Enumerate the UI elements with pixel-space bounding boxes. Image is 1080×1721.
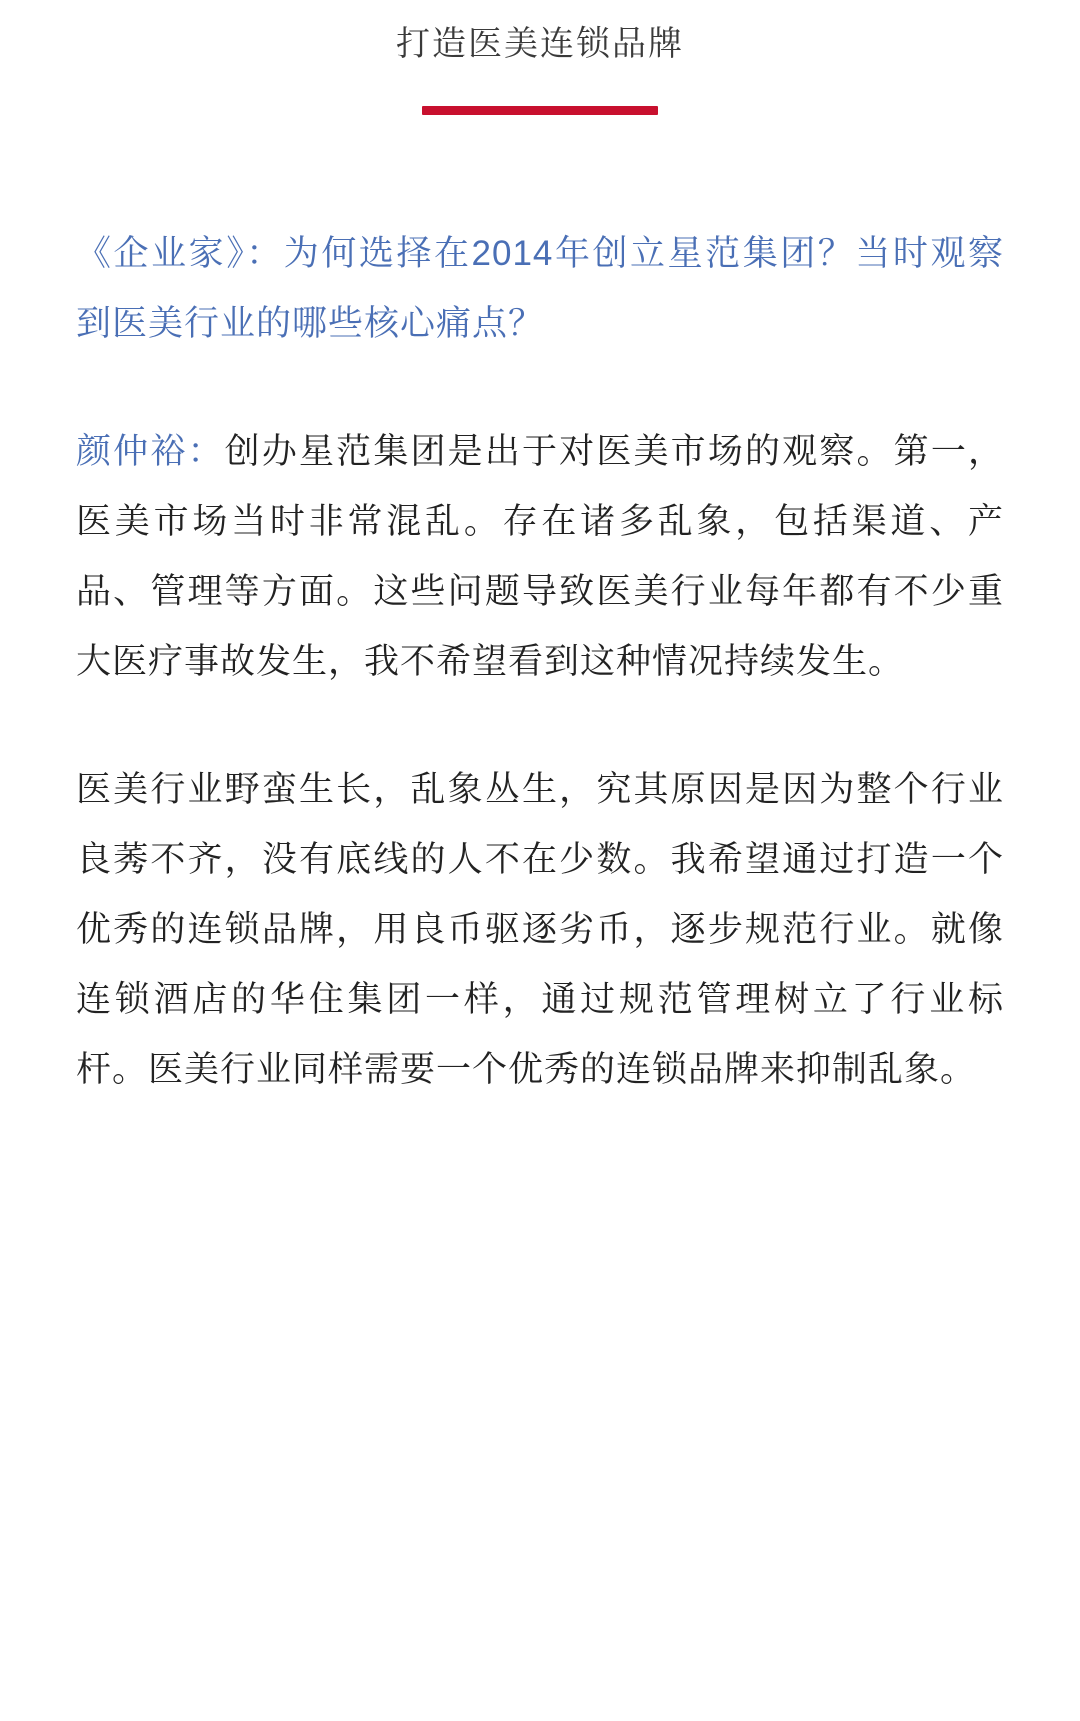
title-divider bbox=[422, 106, 658, 115]
answer-text-1: 创办星范集团是出于对医美市场的观察。第一，医美市场当时非常混乱。存在诸多乱象，包括渠道、产品、管理等方面。这些问题导致医美行业每年都有不少重大医疗事故发生，我不希望看到这种情况持续发生。 bbox=[76, 432, 1004, 682]
article-body bbox=[76, 219, 1004, 1105]
paragraph-question bbox=[76, 219, 1004, 359]
article-header bbox=[76, 0, 1004, 115]
speaker-name: 颜仲裕： bbox=[76, 432, 225, 472]
paragraph-answer-1 bbox=[76, 417, 1004, 697]
page-title: 打造医美连锁品牌 bbox=[396, 25, 684, 63]
paragraph-answer-2 bbox=[76, 755, 1004, 1105]
answer-text-2: 医美行业野蛮生长，乱象丛生，究其原因是因为整个行业良莠不齐，没有底线的人不在少数。我希望通过打造一个优秀的连锁品牌，用良币驱逐劣币，逐步规范行业。就像连锁酒店的华住集团一样，通过规范管理树立了行业标杆。医美行业同样需要一个优秀的连锁品牌来抑制乱象。 bbox=[76, 770, 1004, 1090]
question-text: 《企业家》：为何选择在2014年创立星范集团？当时观察到医美行业的哪些核心痛点？ bbox=[76, 234, 1004, 344]
